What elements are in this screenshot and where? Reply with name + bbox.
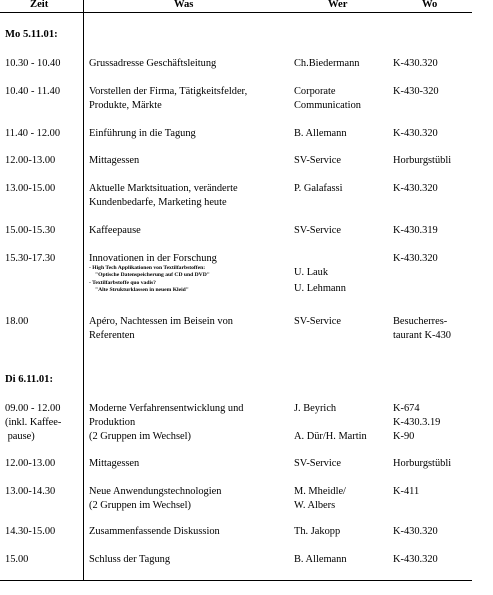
cell-wo: taurant K-430 xyxy=(393,330,451,341)
cell-zeit: 09.00 - 12.00 xyxy=(5,403,61,414)
cell-wer: B. Allemann xyxy=(294,128,347,139)
header-wo: Wo xyxy=(422,0,438,10)
cell-zeit: 10.30 - 10.40 xyxy=(5,58,61,69)
cell-zeit: 10.40 - 11.40 xyxy=(5,86,61,97)
cell-was: Innovationen in der Forschung xyxy=(89,253,217,264)
cell-zeit: 14.30-15.00 xyxy=(5,526,56,537)
cell-zeit: 15.30-17.30 xyxy=(5,253,56,264)
cell-wer: A. Dür/H. Martin xyxy=(294,431,367,442)
cell-wo: K-430.3.19 xyxy=(393,417,441,428)
cell-wo: K-430.320 xyxy=(393,128,438,139)
day-heading: Di 6.11.01: xyxy=(5,374,53,385)
cell-was: (2 Gruppen im Wechsel) xyxy=(89,431,191,442)
cell-wo: K-674 xyxy=(393,403,420,414)
cell-wer: Th. Jakopp xyxy=(294,526,341,537)
cell-was-subitem: "Alte Strukturklassen in neuem Kleid" xyxy=(95,287,189,294)
cell-wo: K-411 xyxy=(393,486,420,497)
cell-zeit: 12.00-13.00 xyxy=(5,458,56,469)
cell-wer: SV-Service xyxy=(294,458,341,469)
cell-was: Zusammenfassende Diskussion xyxy=(89,526,220,537)
cell-wer: J. Beyrich xyxy=(294,403,337,414)
cell-wer: M. Mheidle/ xyxy=(294,486,346,497)
cell-zeit: 15.00 xyxy=(5,554,29,565)
cell-wo: Horburgstübli xyxy=(393,155,452,166)
cell-was-subitem: - Textilfarbstoffe quo vadis? xyxy=(89,279,156,286)
cell-wo: K-430.320 xyxy=(393,183,438,194)
cell-wer: SV-Service xyxy=(294,316,341,327)
cell-was: Produktion xyxy=(89,417,136,428)
cell-was: Grussadresse Geschäftsleitung xyxy=(89,58,217,69)
cell-wer: SV-Service xyxy=(294,225,341,236)
cell-wer: U. Lauk xyxy=(294,267,329,278)
cell-wer: Ch.Biedermann xyxy=(294,58,360,69)
cell-wo: K-90 xyxy=(393,431,415,442)
cell-was: Kundenbedarfe, Marketing heute xyxy=(89,197,227,208)
cell-wo: Horburgstübli xyxy=(393,458,452,469)
cell-zeit: 18.00 xyxy=(5,316,29,327)
cell-was: Schluss der Tagung xyxy=(89,554,171,565)
cell-was-subitem: "Optische Datenspeicherung auf CD und DVD" xyxy=(95,272,210,279)
header-underline xyxy=(0,12,472,13)
cell-wer: SV-Service xyxy=(294,155,341,166)
cell-zeit: pause) xyxy=(5,431,35,442)
cell-was-subitem: - High Tech Applikationen von Textilfarbstoffen: xyxy=(89,265,206,271)
cell-wer: Corporate xyxy=(294,86,336,97)
cell-was: Mittagessen xyxy=(89,155,140,166)
header-was: Was xyxy=(174,0,194,10)
cell-was: Produkte, Märkte xyxy=(89,100,162,111)
cell-wer: W. Albers xyxy=(294,500,336,511)
cell-zeit: 15.00-15.30 xyxy=(5,225,56,236)
cell-wo: K-430.319 xyxy=(393,225,438,236)
cell-wo: Besucherres- xyxy=(393,316,448,327)
cell-was: Mittagessen xyxy=(89,458,140,469)
cell-wo: K-430.320 xyxy=(393,526,438,537)
cell-was: Neue Anwendungstechnologien xyxy=(89,486,222,497)
column-divider xyxy=(83,0,84,580)
cell-wer: P. Galafassi xyxy=(294,183,343,194)
cell-was: Referenten xyxy=(89,330,135,341)
cell-zeit: 11.40 - 12.00 xyxy=(5,128,61,139)
cell-was: Vorstellen der Firma, Tätigkeitsfelder, xyxy=(89,86,248,97)
cell-zeit: 13.00-14.30 xyxy=(5,486,56,497)
cell-was: (2 Gruppen im Wechsel) xyxy=(89,500,191,511)
cell-zeit: 12.00-13.00 xyxy=(5,155,56,166)
cell-was: Aktuelle Marktsituation, veränderte xyxy=(89,183,238,194)
cell-wo: K-430.320 xyxy=(393,554,438,565)
cell-wer: U. Lehmann xyxy=(294,283,346,294)
cell-wer: Communication xyxy=(294,100,361,111)
day-heading: Mo 5.11.01: xyxy=(5,29,58,40)
cell-was: Moderne Verfahrensentwicklung und xyxy=(89,403,244,414)
cell-was: Apéro, Nachtessen im Beisein von xyxy=(89,316,233,327)
cell-zeit: (inkl. Kaffee- xyxy=(5,417,62,428)
cell-wo: K-430-320 xyxy=(393,86,439,97)
bottom-rule xyxy=(0,580,472,581)
cell-zeit: 13.00-15.00 xyxy=(5,183,56,194)
header-wer: Wer xyxy=(328,0,348,10)
cell-wo: K-430.320 xyxy=(393,253,438,264)
header-zeit: Zeit xyxy=(30,0,49,10)
cell-wo: K-430.320 xyxy=(393,58,438,69)
cell-wer: B. Allemann xyxy=(294,554,347,565)
cell-was: Kaffeepause xyxy=(89,225,141,236)
cell-was: Einführung in die Tagung xyxy=(89,128,196,139)
